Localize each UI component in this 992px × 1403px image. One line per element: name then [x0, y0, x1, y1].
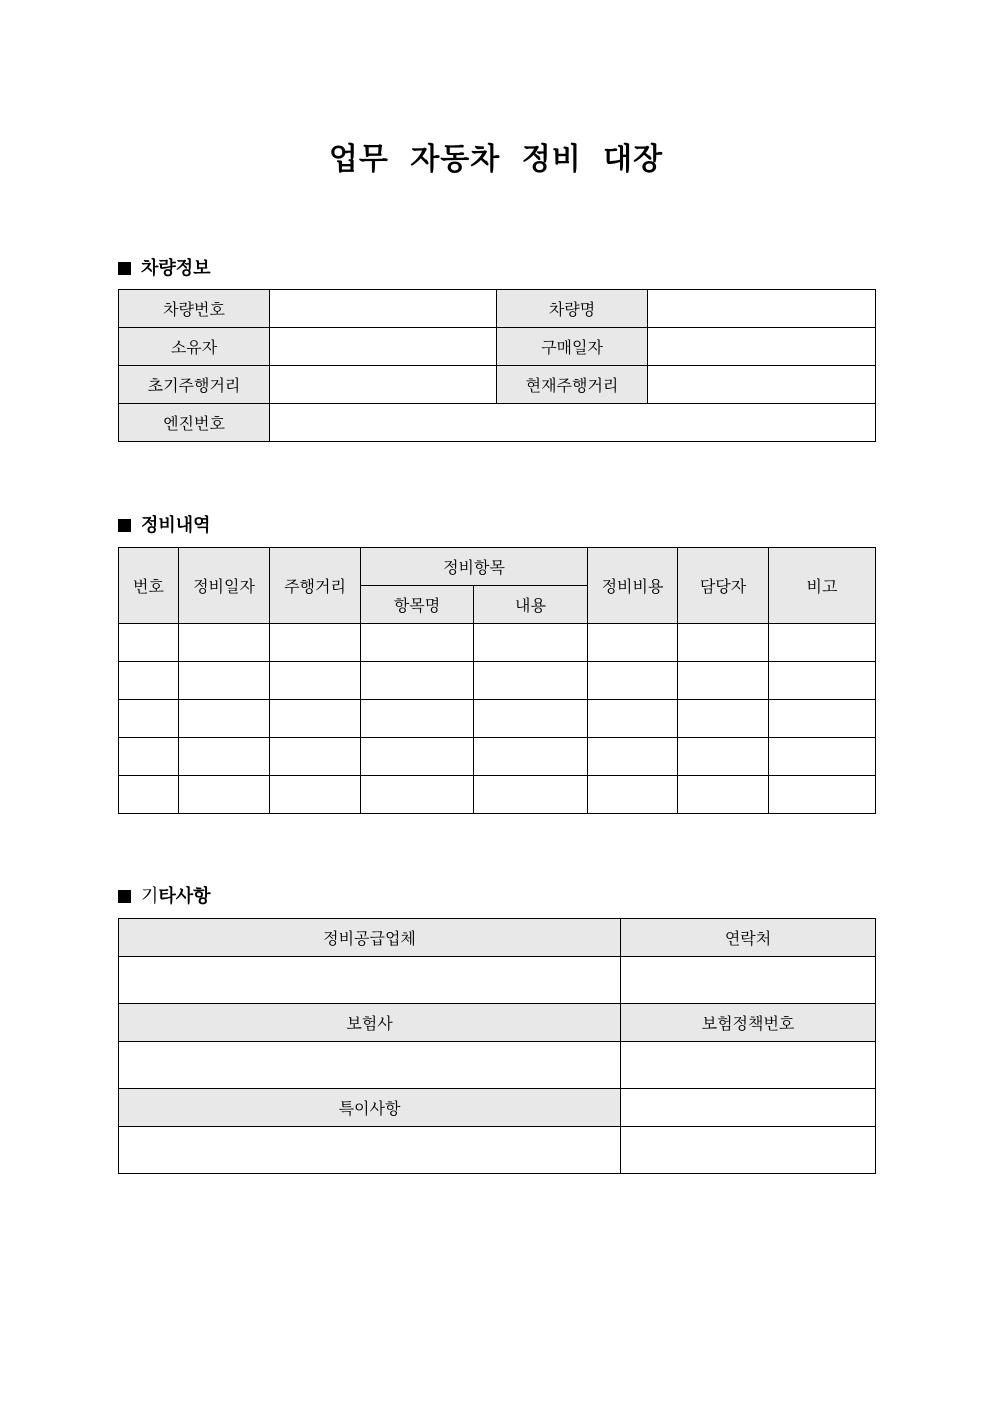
table-cell[interactable]	[678, 700, 769, 738]
section-other-label: 타사항	[158, 886, 211, 907]
table-cell[interactable]	[474, 776, 588, 814]
current-mileage-field[interactable]	[648, 366, 876, 404]
purchase-date-field[interactable]	[648, 328, 876, 366]
blank-cell[interactable]	[621, 1127, 876, 1174]
insurer-label: 보험사	[119, 1004, 621, 1042]
table-cell[interactable]	[588, 662, 678, 700]
table-row	[119, 662, 876, 700]
table-cell[interactable]	[769, 738, 876, 776]
col-header-item-name: 항목명	[361, 586, 474, 624]
document-title: 업무 자동차 정비 대장	[328, 142, 664, 177]
contact-field[interactable]	[621, 957, 876, 1004]
table-cell[interactable]	[361, 662, 474, 700]
table-row	[119, 1127, 876, 1174]
table-cell[interactable]	[588, 738, 678, 776]
policy-number-label: 보험정책번호	[621, 1004, 876, 1042]
table-cell[interactable]	[179, 662, 270, 700]
table-cell[interactable]	[179, 738, 270, 776]
table-cell[interactable]	[119, 662, 179, 700]
table-cell[interactable]	[588, 700, 678, 738]
engine-number-label: 엔진번호	[119, 404, 270, 442]
table-row	[119, 738, 876, 776]
vehicle-info-table	[118, 289, 876, 442]
table-header-row	[119, 1089, 876, 1127]
table-row	[119, 700, 876, 738]
table-header-row	[119, 548, 876, 586]
table-cell[interactable]	[179, 776, 270, 814]
table-cell[interactable]	[270, 738, 361, 776]
vehicle-name-label: 차량명	[497, 290, 648, 328]
col-header-number: 번호	[119, 548, 179, 624]
supplier-label: 정비공급업체	[119, 919, 621, 957]
table-cell[interactable]	[769, 624, 876, 662]
section-maintenance-heading	[118, 511, 211, 537]
table-cell[interactable]	[270, 624, 361, 662]
square-bullet-icon	[118, 262, 131, 275]
table-cell[interactable]	[270, 776, 361, 814]
section-other-label-prefix: 기	[141, 886, 159, 907]
initial-mileage-label: 초기주행거리	[119, 366, 270, 404]
table-row	[119, 624, 876, 662]
table-row	[119, 404, 876, 442]
table-cell[interactable]	[678, 624, 769, 662]
table-row	[119, 366, 876, 404]
col-header-mileage: 주행거리	[270, 548, 361, 624]
table-cell[interactable]	[474, 700, 588, 738]
table-cell[interactable]	[270, 662, 361, 700]
contact-label: 연락처	[621, 919, 876, 957]
policy-number-field[interactable]	[621, 1042, 876, 1089]
table-cell[interactable]	[361, 624, 474, 662]
plate-number-label: 차량번호	[119, 290, 270, 328]
current-mileage-label: 현재주행거리	[497, 366, 648, 404]
table-header-row	[119, 1004, 876, 1042]
section-maintenance-label: 정비내역	[141, 515, 211, 536]
table-cell[interactable]	[179, 700, 270, 738]
engine-number-field[interactable]	[270, 404, 876, 442]
table-row	[119, 290, 876, 328]
insurer-field[interactable]	[119, 1042, 621, 1089]
section-other-heading	[118, 882, 211, 908]
square-bullet-icon	[118, 519, 131, 532]
table-row	[119, 1042, 876, 1089]
table-cell[interactable]	[588, 776, 678, 814]
table-cell[interactable]	[474, 738, 588, 776]
vehicle-name-field[interactable]	[648, 290, 876, 328]
initial-mileage-field[interactable]	[270, 366, 497, 404]
maintenance-table	[118, 547, 876, 814]
supplier-field[interactable]	[119, 957, 621, 1004]
table-cell[interactable]	[361, 776, 474, 814]
table-row	[119, 328, 876, 366]
table-cell[interactable]	[474, 624, 588, 662]
col-header-note: 비고	[769, 548, 876, 624]
table-cell[interactable]	[270, 700, 361, 738]
section-vehicle-info-label: 차량정보	[141, 258, 211, 279]
table-header-row	[119, 919, 876, 957]
table-cell[interactable]	[769, 700, 876, 738]
col-header-date: 정비일자	[179, 548, 270, 624]
col-header-manager: 담당자	[678, 548, 769, 624]
col-header-content: 내용	[474, 586, 588, 624]
table-cell[interactable]	[361, 738, 474, 776]
table-cell[interactable]	[119, 776, 179, 814]
owner-field[interactable]	[270, 328, 497, 366]
table-cell[interactable]	[119, 624, 179, 662]
plate-number-field[interactable]	[270, 290, 497, 328]
table-cell[interactable]	[588, 624, 678, 662]
remarks-label: 특이사항	[119, 1089, 621, 1127]
square-bullet-icon	[118, 890, 131, 903]
remarks-field[interactable]	[119, 1127, 621, 1174]
purchase-date-label: 구매일자	[497, 328, 648, 366]
table-row	[119, 957, 876, 1004]
owner-label: 소유자	[119, 328, 270, 366]
table-cell[interactable]	[361, 700, 474, 738]
blank-cell[interactable]	[621, 1089, 876, 1127]
other-info-table	[118, 918, 876, 1174]
table-cell[interactable]	[769, 776, 876, 814]
table-cell[interactable]	[119, 738, 179, 776]
table-cell[interactable]	[678, 776, 769, 814]
table-cell[interactable]	[474, 662, 588, 700]
col-header-item-group: 정비항목	[361, 548, 588, 586]
table-row	[119, 776, 876, 814]
table-cell[interactable]	[769, 662, 876, 700]
table-cell[interactable]	[678, 738, 769, 776]
section-vehicle-info-heading	[118, 254, 211, 280]
col-header-cost: 정비비용	[588, 548, 678, 624]
table-cell[interactable]	[678, 662, 769, 700]
table-cell[interactable]	[119, 700, 179, 738]
table-cell[interactable]	[179, 624, 270, 662]
